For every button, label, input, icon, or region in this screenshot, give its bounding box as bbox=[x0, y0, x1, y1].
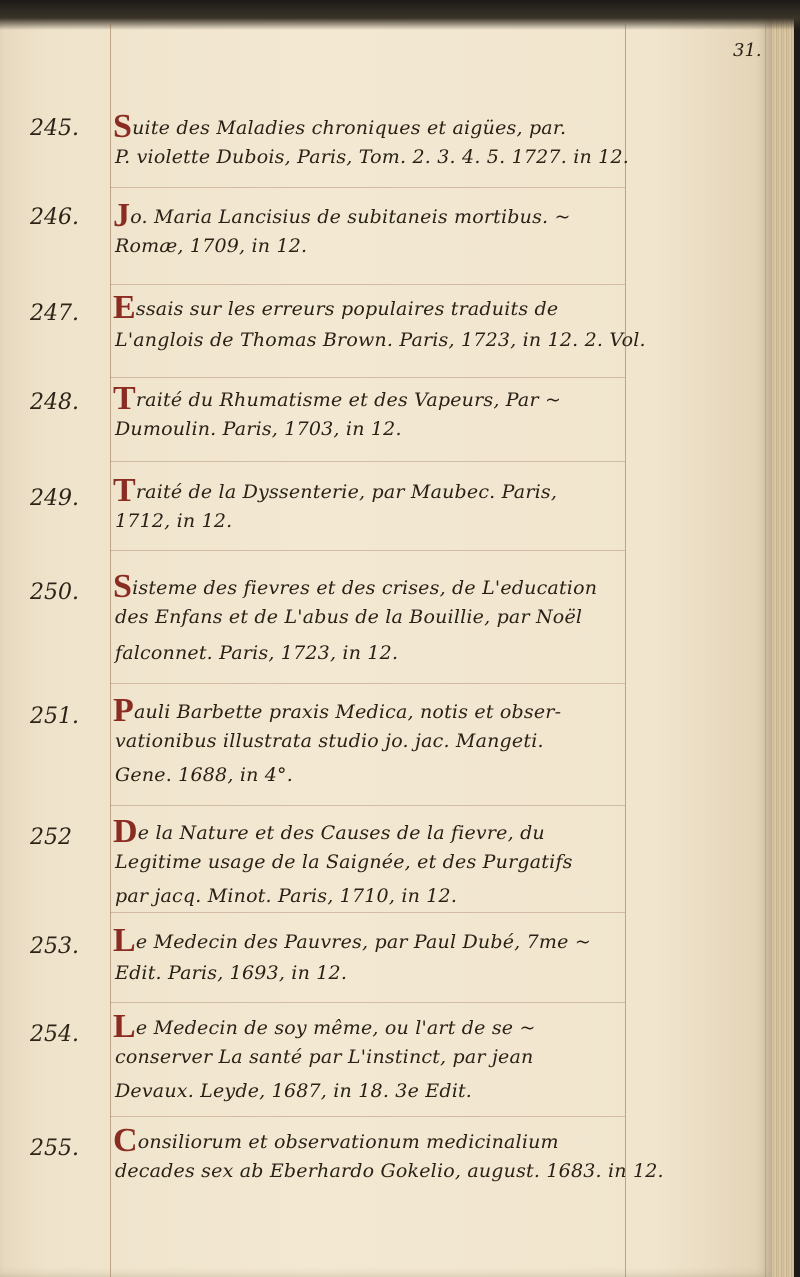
entry-line: P. violette Dubois, Paris, Tom. 2. 3. 4. 5. 1727. in 12. bbox=[115, 146, 629, 168]
entry-separator bbox=[110, 805, 625, 806]
entry-text: e Medecin de soy même, ou l'art de se ~ bbox=[135, 1017, 536, 1039]
entry-initial: E bbox=[113, 289, 136, 326]
entry-initial: L bbox=[113, 922, 136, 959]
entry-number: 248. bbox=[30, 390, 79, 415]
book-binding bbox=[0, 0, 800, 30]
entry-number: 245. bbox=[30, 116, 79, 141]
entry-initial: S bbox=[113, 568, 133, 605]
entry-separator bbox=[110, 377, 625, 378]
entry-number: 246. bbox=[30, 205, 79, 230]
entry-separator bbox=[110, 912, 625, 913]
entry-separator bbox=[110, 284, 625, 285]
entry-line: vationibus illustrata studio jo. jac. Mangeti. bbox=[115, 730, 544, 752]
entry-text: e Medecin des Pauvres, par Paul Dubé, 7me ~ bbox=[135, 931, 591, 953]
entry-separator bbox=[110, 550, 625, 551]
entry-number: 254. bbox=[30, 1022, 79, 1047]
left-margin-rule bbox=[110, 24, 111, 1277]
page-edges bbox=[772, 0, 800, 1277]
entry-text: raité de la Dyssenterie, par Maubec. Paris, bbox=[135, 481, 558, 503]
entry-initial: T bbox=[113, 472, 136, 509]
entry-line bbox=[113, 289, 558, 327]
entry-text: auli Barbette praxis Medica, notis et obser- bbox=[133, 701, 562, 723]
entry-initial: C bbox=[113, 1122, 138, 1159]
entry-initial: J bbox=[113, 197, 131, 234]
entry-line: par jacq. Minot. Paris, 1710, in 12. bbox=[115, 885, 458, 907]
entry-separator bbox=[110, 1116, 625, 1117]
entry-line: Romæ, 1709, in 12. bbox=[115, 235, 308, 257]
entry-number: 253. bbox=[30, 934, 79, 959]
entry-line bbox=[113, 1122, 559, 1160]
folio-number: 31. bbox=[733, 40, 762, 61]
entry-separator bbox=[110, 461, 625, 462]
entry-initial: D bbox=[113, 813, 138, 850]
entry-line: Gene. 1688, in 4°. bbox=[115, 764, 293, 786]
entry-text: isteme des fievres et des crises, de L'education bbox=[132, 577, 598, 599]
outer-margin-rule bbox=[765, 24, 766, 1277]
entry-line: conserver La santé par L'instinct, par jean bbox=[115, 1046, 534, 1068]
entry-line: Devaux. Leyde, 1687, in 18. 3e Edit. bbox=[115, 1080, 473, 1102]
entry-line: Edit. Paris, 1693, in 12. bbox=[115, 962, 348, 984]
entry-line bbox=[113, 380, 561, 418]
entry-text: raité du Rhumatisme et des Vapeurs, Par ~ bbox=[135, 389, 562, 411]
entry-line bbox=[113, 692, 561, 730]
entry-line: decades sex ab Eberhardo Gokelio, august. 1683. in 12. bbox=[115, 1160, 664, 1182]
entry-line bbox=[113, 813, 545, 851]
entry-line bbox=[113, 197, 571, 235]
entry-number: 247. bbox=[30, 301, 79, 326]
entry-line: Legitime usage de la Saignée, et des Purgatifs bbox=[115, 851, 573, 873]
entry-separator bbox=[110, 187, 625, 188]
entry-number: 255. bbox=[30, 1136, 79, 1161]
entry-line: 1712, in 12. bbox=[115, 510, 233, 532]
entry-line bbox=[113, 922, 591, 960]
entry-initial: S bbox=[113, 108, 133, 145]
entry-line: L'anglois de Thomas Brown. Paris, 1723, in 12. 2. Vol. bbox=[115, 329, 646, 351]
entry-initial: T bbox=[113, 380, 136, 417]
entry-line: des Enfans et de L'abus de la Bouillie, par Noël bbox=[115, 606, 583, 628]
entry-line bbox=[113, 1008, 536, 1046]
entry-number: 250. bbox=[30, 580, 79, 605]
entry-line: falconnet. Paris, 1723, in 12. bbox=[115, 642, 399, 664]
entry-text: o. Maria Lancisius de subitaneis mortibus. ~ bbox=[130, 206, 571, 228]
entry-number: 251. bbox=[30, 704, 79, 729]
entry-initial: L bbox=[113, 1008, 136, 1045]
entry-text: e la Nature et des Causes de la fievre, du bbox=[137, 822, 545, 844]
entry-text: uite des Maladies chroniques et aigües, par. bbox=[132, 117, 567, 139]
entry-line bbox=[113, 568, 597, 606]
entry-number: 252 bbox=[30, 825, 72, 850]
entry-number: 249. bbox=[30, 486, 79, 511]
entry-initial: P bbox=[113, 692, 134, 729]
entry-text: onsiliorum et observationum medicinalium bbox=[137, 1131, 559, 1153]
entry-text: ssais sur les erreurs populaires traduits de bbox=[135, 298, 559, 320]
entry-separator bbox=[110, 683, 625, 684]
entry-line: Dumoulin. Paris, 1703, in 12. bbox=[115, 418, 402, 440]
entry-line bbox=[113, 108, 566, 146]
entry-separator bbox=[110, 1002, 625, 1003]
right-margin-rule bbox=[625, 24, 626, 1277]
entry-line bbox=[113, 472, 557, 510]
